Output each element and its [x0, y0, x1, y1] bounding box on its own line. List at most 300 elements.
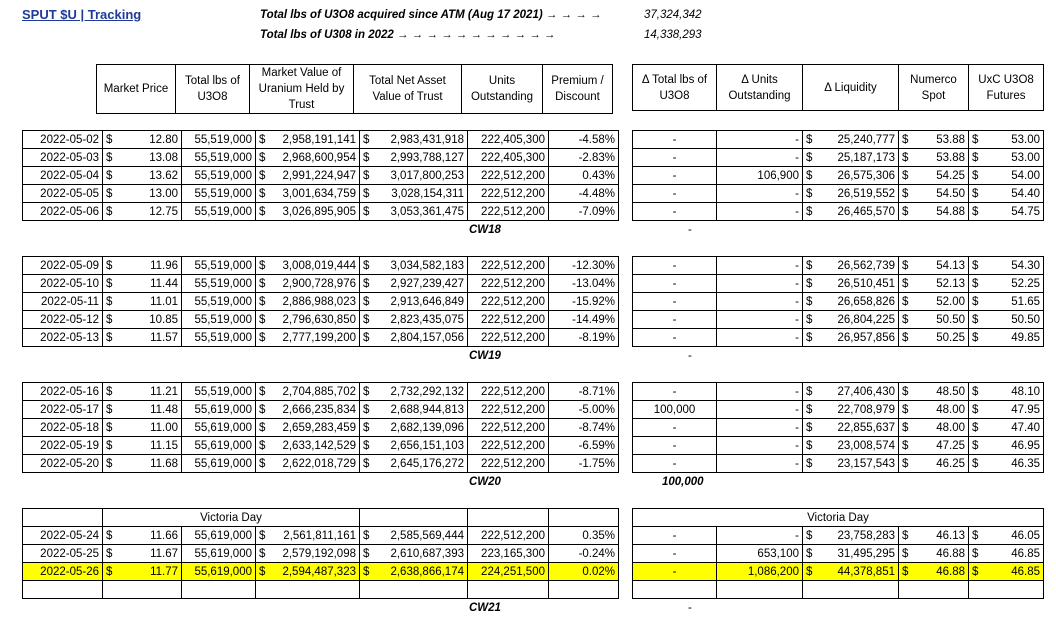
currency-symbol: $: [806, 277, 813, 290]
week-table-right: [632, 130, 1044, 221]
week-total-lbs: -: [688, 350, 692, 362]
currency-symbol: $: [363, 169, 370, 182]
delta-lbs-cell: -: [633, 203, 717, 221]
market-price-cell: 10.85: [149, 313, 178, 326]
nav-cell: 2,610,687,393: [390, 547, 464, 560]
market-price-cell: 11.00: [150, 421, 178, 434]
delta-units-cell: -: [717, 185, 803, 203]
liquidity-cell: 25,187,173: [837, 151, 895, 164]
info-value-2022: 14,338,293: [644, 29, 702, 41]
market-value-cell: 2,968,600,954: [282, 151, 356, 164]
currency-symbol: $: [259, 133, 266, 146]
week-table-left: [22, 256, 619, 347]
liquidity-cell: 27,406,430: [837, 385, 895, 398]
currency-symbol: $: [363, 205, 370, 218]
premium-cell: -15.92%: [549, 293, 619, 311]
market-price-cell: 11.66: [150, 529, 178, 542]
currency-symbol: $: [259, 277, 266, 290]
units-cell: 222,512,200: [468, 455, 549, 473]
market-value-cell: 2,561,811,161: [283, 529, 356, 542]
units-cell: 222,405,300: [468, 149, 549, 167]
currency-symbol: $: [363, 403, 370, 416]
table-row[interactable]: [633, 167, 1044, 185]
currency-symbol: $: [902, 133, 909, 146]
currency-symbol: $: [902, 313, 909, 326]
currency-symbol: $: [806, 169, 813, 182]
delta-units-cell: 1,086,200: [717, 563, 803, 581]
premium-cell: -2.83%: [549, 149, 619, 167]
futures-cell: 47.40: [1011, 421, 1040, 434]
premium-cell: -13.04%: [549, 275, 619, 293]
premium-cell: -8.19%: [549, 329, 619, 347]
spot-cell: 53.88: [936, 151, 965, 164]
week-table-left: [22, 508, 619, 599]
currency-symbol: $: [363, 565, 370, 578]
spot-cell: 54.50: [936, 187, 965, 200]
date-cell: 2022-05-02: [23, 131, 103, 149]
table-row[interactable]: [23, 275, 619, 293]
total-lbs-cell: 55,619,000: [182, 401, 256, 419]
total-lbs-cell: 55,519,000: [182, 131, 256, 149]
futures-cell: 54.75: [1011, 205, 1040, 218]
market-price-cell: 11.68: [150, 457, 178, 470]
total-lbs-cell: 55,519,000: [182, 383, 256, 401]
table-row[interactable]: [23, 545, 619, 563]
market-value-cell: 2,622,018,729: [282, 457, 356, 470]
total-lbs-cell: 55,519,000: [182, 167, 256, 185]
nav-cell: 2,656,151,103: [390, 439, 464, 452]
currency-symbol: $: [972, 295, 979, 308]
liquidity-cell: 23,758,283: [837, 529, 895, 542]
table-row[interactable]: [23, 383, 619, 401]
currency-symbol: $: [972, 151, 979, 164]
market-value-cell: 3,001,634,759: [282, 187, 356, 200]
nav-cell: 2,993,788,127: [390, 151, 464, 164]
spot-cell: 48.50: [936, 385, 965, 398]
table-row[interactable]: [633, 527, 1044, 545]
currency-symbol: $: [902, 331, 909, 344]
futures-cell: 54.30: [1011, 259, 1040, 272]
currency-symbol: $: [106, 529, 113, 542]
futures-cell: 54.00: [1011, 169, 1040, 182]
currency-symbol: $: [259, 403, 266, 416]
currency-symbol: $: [259, 331, 266, 344]
futures-cell: 49.85: [1011, 331, 1040, 344]
header-nav: Total Net Asset Value of Trust: [354, 65, 462, 114]
currency-symbol: $: [363, 313, 370, 326]
header-right: [632, 64, 1044, 111]
table-row[interactable]: [23, 401, 619, 419]
nav-cell: 2,983,431,918: [390, 133, 464, 146]
date-cell: 2022-05-04: [23, 167, 103, 185]
currency-symbol: $: [806, 421, 813, 434]
currency-symbol: $: [259, 259, 266, 272]
premium-cell: 0.35%: [549, 527, 619, 545]
currency-symbol: $: [806, 313, 813, 326]
info-value-atm: 37,324,342: [644, 9, 702, 21]
delta-lbs-cell: -: [633, 257, 717, 275]
table-row[interactable]: [633, 149, 1044, 167]
delta-units-cell: -: [717, 293, 803, 311]
market-price-cell: 11.48: [150, 403, 178, 416]
header-delta-units: Δ Units Outstanding: [717, 65, 803, 111]
nav-cell: 2,638,866,174: [390, 565, 464, 578]
delta-units-cell: -: [717, 329, 803, 347]
delta-units-cell: -: [717, 455, 803, 473]
currency-symbol: $: [106, 259, 113, 272]
spot-cell: 46.25: [936, 457, 965, 470]
futures-cell: 46.95: [1011, 439, 1040, 452]
currency-symbol: $: [363, 547, 370, 560]
delta-lbs-cell: -: [633, 455, 717, 473]
total-lbs-cell: 55,519,000: [182, 275, 256, 293]
total-lbs-cell: 55,619,000: [182, 455, 256, 473]
total-lbs-cell: 55,519,000: [182, 293, 256, 311]
page-title: SPUT $U | Tracking: [22, 7, 142, 22]
market-price-cell: 11.57: [150, 331, 178, 344]
delta-lbs-cell: -: [633, 275, 717, 293]
currency-symbol: $: [806, 529, 813, 542]
header-delta-lbs: Δ Total lbs of U3O8: [633, 65, 717, 111]
market-price-cell: 11.15: [150, 439, 178, 452]
market-price-cell: 11.44: [150, 277, 178, 290]
units-cell: 222,512,200: [468, 203, 549, 221]
table-row[interactable]: [23, 293, 619, 311]
liquidity-cell: 26,575,306: [837, 169, 895, 182]
total-lbs-cell: 55,519,000: [182, 329, 256, 347]
holiday-label: Victoria Day: [103, 509, 360, 527]
spot-cell: 53.88: [936, 133, 965, 146]
delta-units-cell: -: [717, 401, 803, 419]
premium-cell: -5.00%: [549, 401, 619, 419]
table-row[interactable]: [23, 167, 619, 185]
table-row[interactable]: [23, 149, 619, 167]
currency-symbol: $: [259, 169, 266, 182]
week-table-left: [22, 382, 619, 473]
total-lbs-cell: 55,619,000: [182, 437, 256, 455]
week-table-left: [22, 130, 619, 221]
table-row[interactable]: [633, 293, 1044, 311]
units-cell: 223,165,300: [468, 545, 549, 563]
total-lbs-cell: 55,519,000: [182, 149, 256, 167]
delta-units-cell: -: [717, 437, 803, 455]
total-lbs-cell: 55,619,000: [182, 419, 256, 437]
nav-cell: 2,913,646,849: [390, 295, 464, 308]
nav-cell: 2,804,157,056: [390, 331, 464, 344]
currency-symbol: $: [106, 169, 113, 182]
market-price-cell: 12.75: [149, 205, 178, 218]
nav-cell: 3,028,154,311: [391, 187, 464, 200]
week-label: CW18: [469, 224, 501, 236]
premium-cell: -0.24%: [549, 545, 619, 563]
week-table-right: [632, 382, 1044, 473]
table-row[interactable]: [23, 419, 619, 437]
table-row[interactable]: [633, 401, 1044, 419]
futures-cell: 46.05: [1011, 529, 1040, 542]
week-table-right: [632, 256, 1044, 347]
liquidity-cell: 31,495,295: [837, 547, 895, 560]
spot-cell: 54.88: [936, 205, 965, 218]
units-cell: 222,512,200: [468, 329, 549, 347]
currency-symbol: $: [363, 529, 370, 542]
futures-cell: 47.95: [1011, 403, 1040, 416]
currency-symbol: $: [972, 529, 979, 542]
liquidity-cell: 22,855,637: [837, 421, 895, 434]
premium-cell: -14.49%: [549, 311, 619, 329]
liquidity-cell: 23,157,543: [837, 457, 895, 470]
header-uxc-futures: UxC U3O8 Futures: [969, 65, 1044, 111]
delta-units-cell: -: [717, 203, 803, 221]
delta-lbs-cell: -: [633, 329, 717, 347]
currency-symbol: $: [363, 151, 370, 164]
delta-units-cell: -: [717, 383, 803, 401]
currency-symbol: $: [972, 421, 979, 434]
table-row[interactable]: [23, 257, 619, 275]
units-cell: 222,512,200: [468, 437, 549, 455]
spot-cell: 47.25: [936, 439, 965, 452]
table-row[interactable]: [633, 185, 1044, 203]
header-left: [96, 64, 613, 114]
currency-symbol: $: [259, 295, 266, 308]
currency-symbol: $: [363, 187, 370, 200]
total-lbs-cell: 55,619,000: [182, 563, 256, 581]
liquidity-cell: 26,519,552: [837, 187, 895, 200]
market-value-cell: 3,008,019,444: [282, 259, 356, 272]
currency-symbol: $: [259, 421, 266, 434]
header-market-price: Market Price: [97, 65, 176, 114]
market-price-cell: 13.08: [149, 151, 178, 164]
currency-symbol: $: [106, 187, 113, 200]
currency-symbol: $: [259, 151, 266, 164]
spot-cell: 52.13: [936, 277, 965, 290]
delta-units-cell: -: [717, 257, 803, 275]
total-lbs-cell: 55,619,000: [182, 527, 256, 545]
currency-symbol: $: [106, 385, 113, 398]
table-row[interactable]: [633, 311, 1044, 329]
currency-symbol: $: [902, 547, 909, 560]
nav-cell: 2,645,176,272: [390, 457, 464, 470]
units-cell: 222,512,200: [468, 419, 549, 437]
market-price-cell: 11.77: [150, 565, 178, 578]
currency-symbol: $: [902, 403, 909, 416]
table-row[interactable]: [23, 527, 619, 545]
currency-symbol: $: [363, 385, 370, 398]
date-cell: 2022-05-09: [23, 257, 103, 275]
currency-symbol: $: [806, 331, 813, 344]
spot-cell: 48.00: [936, 403, 965, 416]
currency-symbol: $: [972, 205, 979, 218]
market-price-cell: 11.67: [150, 547, 178, 560]
header-total-lbs: Total lbs of U3O8: [176, 65, 250, 114]
currency-symbol: $: [106, 439, 113, 452]
units-cell: 224,251,500: [468, 563, 549, 581]
market-value-cell: 2,958,191,141: [282, 133, 356, 146]
market-value-cell: 2,886,988,023: [282, 295, 356, 308]
market-price-cell: 13.62: [149, 169, 178, 182]
date-cell: 2022-05-25: [23, 545, 103, 563]
currency-symbol: $: [972, 403, 979, 416]
date-cell: 2022-05-11: [23, 293, 103, 311]
delta-lbs-cell: -: [633, 563, 717, 581]
table-row[interactable]: [633, 257, 1044, 275]
delta-lbs-cell: -: [633, 149, 717, 167]
liquidity-cell: 23,008,574: [837, 439, 895, 452]
currency-symbol: $: [106, 313, 113, 326]
header-premium: Premium / Discount: [543, 65, 613, 114]
futures-cell: 52.25: [1011, 277, 1040, 290]
date-cell: 2022-05-17: [23, 401, 103, 419]
header-delta-liquidity: Δ Liquidity: [803, 65, 899, 111]
date-cell: 2022-05-18: [23, 419, 103, 437]
info-label-2022: Total lbs of U308 in 2022 → → → → → → → → → → →: [260, 29, 556, 41]
table-row[interactable]: [23, 131, 619, 149]
currency-symbol: $: [972, 133, 979, 146]
nav-cell: 2,585,569,444: [390, 529, 464, 542]
date-cell: 2022-05-05: [23, 185, 103, 203]
units-cell: 222,512,200: [468, 185, 549, 203]
currency-symbol: $: [363, 439, 370, 452]
currency-symbol: $: [806, 547, 813, 560]
delta-lbs-cell: -: [633, 383, 717, 401]
currency-symbol: $: [806, 295, 813, 308]
table-row[interactable]: [633, 203, 1044, 221]
currency-symbol: $: [972, 169, 979, 182]
week-label: CW19: [469, 350, 501, 362]
currency-symbol: $: [902, 529, 909, 542]
currency-symbol: $: [972, 385, 979, 398]
units-cell: 222,512,200: [468, 293, 549, 311]
currency-symbol: $: [363, 331, 370, 344]
delta-units-cell: -: [717, 149, 803, 167]
currency-symbol: $: [806, 457, 813, 470]
date-cell: 2022-05-16: [23, 383, 103, 401]
currency-symbol: $: [106, 151, 113, 164]
total-lbs-cell: 55,519,000: [182, 203, 256, 221]
currency-symbol: $: [902, 421, 909, 434]
date-cell: 2022-05-20: [23, 455, 103, 473]
table-row[interactable]: [633, 383, 1044, 401]
currency-symbol: $: [806, 205, 813, 218]
market-value-cell: 2,900,728,976: [282, 277, 356, 290]
total-lbs-cell: 55,619,000: [182, 545, 256, 563]
market-value-cell: 2,594,487,323: [282, 565, 356, 578]
currency-symbol: $: [259, 205, 266, 218]
market-value-cell: 2,991,224,947: [282, 169, 356, 182]
table-row[interactable]: [633, 419, 1044, 437]
units-cell: 222,512,200: [468, 383, 549, 401]
units-cell: 222,512,200: [468, 167, 549, 185]
futures-cell: 51.65: [1011, 295, 1040, 308]
premium-cell: -1.75%: [549, 455, 619, 473]
table-row[interactable]: [23, 311, 619, 329]
delta-lbs-cell: -: [633, 167, 717, 185]
liquidity-cell: 26,465,570: [837, 205, 895, 218]
currency-symbol: $: [972, 259, 979, 272]
delta-units-cell: -: [717, 131, 803, 149]
currency-symbol: $: [259, 385, 266, 398]
table-row[interactable]: [23, 203, 619, 221]
table-row[interactable]: [23, 185, 619, 203]
currency-symbol: $: [806, 385, 813, 398]
delta-lbs-cell: -: [633, 293, 717, 311]
currency-symbol: $: [972, 331, 979, 344]
currency-symbol: $: [106, 403, 113, 416]
premium-cell: -4.48%: [549, 185, 619, 203]
table-row[interactable]: [633, 329, 1044, 347]
currency-symbol: $: [363, 277, 370, 290]
currency-symbol: $: [902, 457, 909, 470]
currency-symbol: $: [902, 277, 909, 290]
liquidity-cell: 26,658,826: [837, 295, 895, 308]
units-cell: 222,512,200: [468, 311, 549, 329]
premium-cell: -4.58%: [549, 131, 619, 149]
table-row[interactable]: [633, 131, 1044, 149]
currency-symbol: $: [902, 565, 909, 578]
table-row[interactable]: [633, 455, 1044, 473]
table-row[interactable]: [23, 437, 619, 455]
table-row[interactable]: [23, 329, 619, 347]
currency-symbol: $: [972, 313, 979, 326]
delta-units-cell: -: [717, 419, 803, 437]
market-value-cell: 2,796,630,850: [282, 313, 356, 326]
market-value-cell: 2,579,192,098: [282, 547, 356, 560]
delta-lbs-cell: -: [633, 131, 717, 149]
currency-symbol: $: [972, 457, 979, 470]
table-row[interactable]: [23, 563, 619, 581]
spot-cell: 50.25: [936, 331, 965, 344]
table-row[interactable]: [633, 437, 1044, 455]
currency-symbol: $: [902, 439, 909, 452]
market-value-cell: 2,633,142,529: [282, 439, 356, 452]
premium-cell: -6.59%: [549, 437, 619, 455]
week-table-right: [632, 508, 1044, 599]
liquidity-cell: 22,708,979: [837, 403, 895, 416]
currency-symbol: $: [106, 205, 113, 218]
currency-symbol: $: [902, 385, 909, 398]
currency-symbol: $: [259, 439, 266, 452]
table-row[interactable]: [633, 545, 1044, 563]
market-value-cell: 2,659,283,459: [282, 421, 356, 434]
currency-symbol: $: [806, 133, 813, 146]
currency-symbol: $: [106, 457, 113, 470]
units-cell: 222,512,200: [468, 275, 549, 293]
table-row[interactable]: [633, 275, 1044, 293]
delta-units-cell: 653,100: [717, 545, 803, 563]
market-price-cell: 12.80: [149, 133, 178, 146]
date-cell: 2022-05-24: [23, 527, 103, 545]
table-row[interactable]: [633, 563, 1044, 581]
header-market-value: Market Value of Uranium Held by Trust: [250, 65, 354, 114]
liquidity-cell: 44,378,851: [837, 565, 895, 578]
week-total-lbs: -: [688, 602, 692, 614]
table-row[interactable]: [23, 455, 619, 473]
info-label-atm: Total lbs of U3O8 acquired since ATM (Aug 17 2021) → → → →: [260, 9, 602, 21]
nav-cell: 2,927,239,427: [390, 277, 464, 290]
market-value-cell: 2,777,199,200: [282, 331, 356, 344]
total-lbs-cell: 55,519,000: [182, 185, 256, 203]
delta-lbs-cell: -: [633, 437, 717, 455]
futures-cell: 54.40: [1011, 187, 1040, 200]
currency-symbol: $: [806, 565, 813, 578]
delta-lbs-cell: -: [633, 545, 717, 563]
currency-symbol: $: [972, 439, 979, 452]
currency-symbol: $: [363, 421, 370, 434]
currency-symbol: $: [902, 169, 909, 182]
delta-lbs-cell: 100,000: [633, 401, 717, 419]
currency-symbol: $: [902, 259, 909, 272]
nav-cell: 2,732,292,132: [390, 385, 464, 398]
week-total-lbs: 100,000: [662, 476, 704, 488]
